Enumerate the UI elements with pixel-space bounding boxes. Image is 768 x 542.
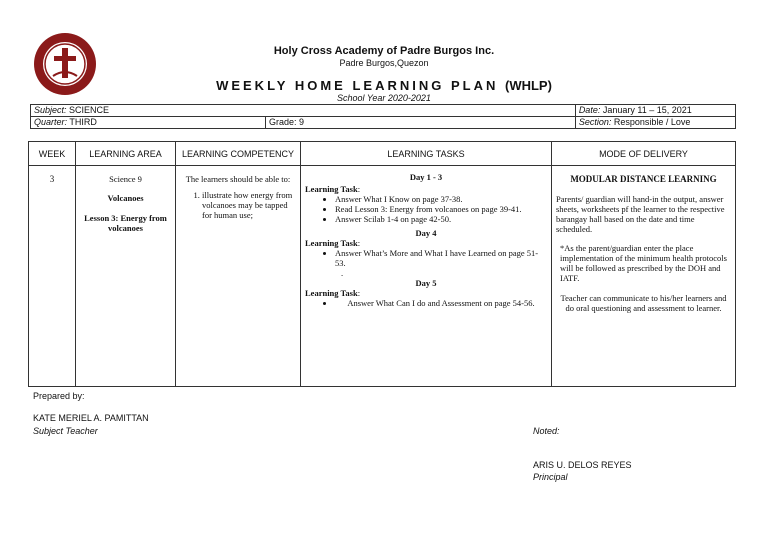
- header-week: WEEK: [29, 142, 76, 166]
- school-address: Padre Burgos,Quezon: [339, 58, 429, 68]
- delivery-title: MODULAR DISTANCE LEARNING: [570, 174, 717, 184]
- task-item: • Answer What I Know on page 37-38.: [335, 194, 547, 204]
- task-item: • Answer What Can I do and Assessment on page 54-56.: [335, 298, 547, 308]
- delivery-paragraph-3: Teacher can communicate to his/her learners and do oral questioning and assessment to learner.: [560, 293, 727, 313]
- school-year: School Year 2020-2021: [337, 93, 431, 103]
- learning-task-label: Learning Task: [305, 184, 358, 194]
- grade-value: 9: [299, 117, 305, 127]
- principal-name: ARIS U. DELOS REYES: [533, 460, 632, 470]
- plan-title: [0, 78, 768, 93]
- school-name: Holy Cross Academy of Padre Burgos Inc.: [273, 45, 495, 57]
- noted-label: Noted:: [533, 426, 560, 436]
- grade-label: Grade:: [269, 117, 297, 127]
- section-label: Section:: [578, 117, 612, 127]
- plan-title-abbr: (WHLP): [504, 78, 552, 93]
- learning-tasks-cell: Day 1 - 3 Learning Task: • Answer What I Know on page 37-38. • Read Lesson 3: Energy from volcanoes on page 39-41. • Answer Scilab 1-4 on page 42-50. Day 4 Learning Task: • Answer What’s More and What I have Learned on page 51-53. . Day 5 Learning Task: • Answer What Can I do and Assessment on page 54-56.: [301, 166, 552, 387]
- plan-title-text: WEEKLY HOME LEARNING PLAN: [216, 78, 499, 93]
- prepared-by-label: Prepared by:: [33, 391, 85, 401]
- week-cell: 3: [29, 166, 76, 387]
- header-mode-of-delivery: MODE OF DELIVERY: [552, 142, 736, 166]
- subject-label: Subject:: [34, 105, 67, 115]
- date-label: Date:: [578, 105, 601, 115]
- area-subject: Science 9: [109, 174, 142, 184]
- principal-role: Principal: [533, 472, 568, 482]
- learning-area-cell: [76, 166, 176, 387]
- quarter-label: Quarter:: [34, 117, 68, 127]
- learning-task-label: Learning Task: [305, 288, 358, 298]
- area-topic: Volcanoes: [107, 193, 144, 203]
- delivery-paragraph-2: *As the parent/guardian enter the place implementation of the minimum health protocols will be followed as prescribed by the DOH and IATF.: [560, 243, 727, 283]
- info-table: [30, 104, 736, 129]
- learning-plan-table: [28, 141, 736, 387]
- learning-competency-cell: [176, 166, 301, 387]
- task-dot: .: [341, 268, 344, 278]
- learning-task-label: Learning Task: [305, 238, 358, 248]
- teacher-name: KATE MERIEL A. PAMITTAN: [33, 413, 149, 423]
- day-4-heading: Day 4: [415, 228, 437, 238]
- subject-value: SCIENCE: [69, 105, 110, 115]
- task-item: • Answer Scilab 1-4 on page 42-50.: [335, 214, 547, 224]
- mode-of-delivery-cell: [552, 166, 736, 387]
- header-learning-area: LEARNING AREA: [76, 142, 176, 166]
- task-item: • Read Lesson 3: Energy from volcanoes on page 39-41.: [335, 204, 547, 214]
- date-value: January 11 – 15, 2021: [602, 105, 692, 115]
- teacher-role: Subject Teacher: [33, 426, 98, 436]
- competency-item: 1. illustrate how energy from volcanoes may be tapped for human use;: [202, 190, 296, 220]
- quarter-value: THIRD: [69, 117, 97, 127]
- section-value: Responsible / Love: [613, 117, 691, 127]
- area-lesson: Lesson 3: Energy from volcanoes: [84, 213, 167, 233]
- delivery-paragraph-1: Parents/ guardian will hand-in the output, answer sheets, worksheets pf the learner to the respective barangay hall based on the date and time scheduled.: [556, 194, 725, 234]
- header-learning-tasks: LEARNING TASKS: [301, 142, 552, 166]
- header-learning-competency: LEARNING COMPETENCY: [176, 142, 301, 166]
- day-5-heading: Day 5: [415, 278, 437, 288]
- task-item: • Answer What’s More and What I have Learned on page 51-53.: [335, 248, 547, 268]
- day-1-3-heading: Day 1 - 3: [409, 172, 443, 182]
- competency-intro: The learners should be able to:: [185, 174, 291, 184]
